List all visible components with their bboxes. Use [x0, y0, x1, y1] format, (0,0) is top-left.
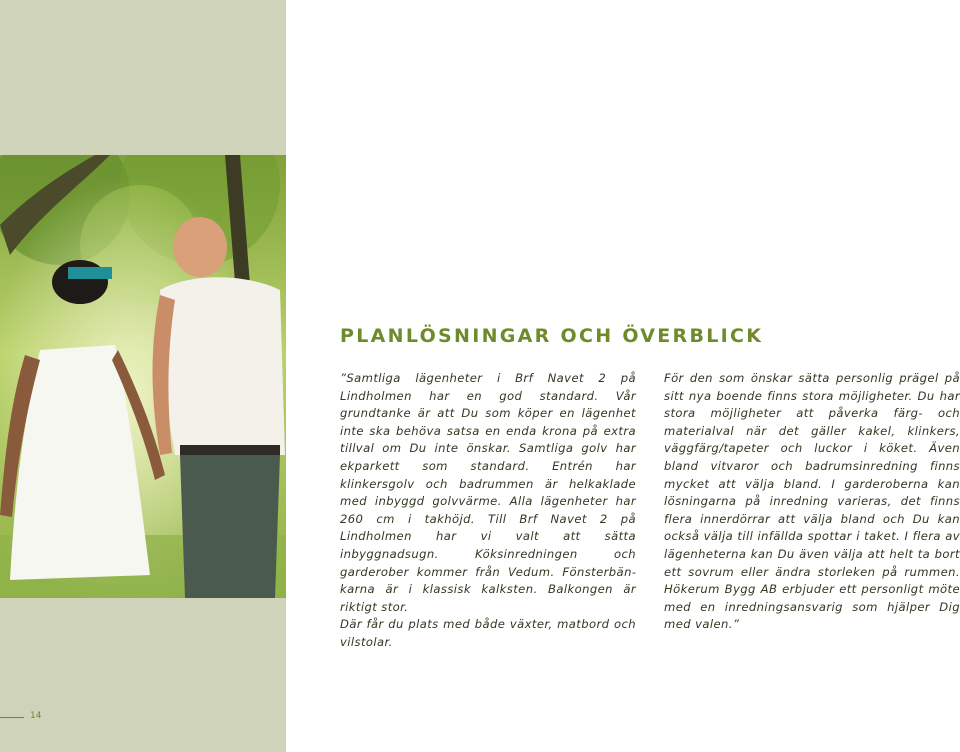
page-number: 14 — [30, 711, 42, 721]
right-paragraph-1: För den som önskar sätta personlig prägel på sitt nya boende finns stora möjligheter. Du har stora möjligheter att påverka färg- och materialval när det gäller kakel, klinkers, väggfärg/tapeter och luckor i köket. Även bland vitvaror och badrumsinredning finns mycket att välja bland. I garderoberna kan lösningarna på inredning varieras, det finns flera innerdörrar att välja bland och Du kan också välja till infällda spottar i taket. I flera av lägenheterna kan Du även välja att helt ta bort ett sovrum eller ändra storleken på rummen. Hökerum Bygg AB erbjuder ett personligt möte med en inredningsansvarig som hjälper Dig med valen.” — [664, 371, 960, 632]
couple-walking-photo — [0, 155, 286, 598]
left-paragraph-1: ”Samtliga lägenheter i Brf Navet 2 på Lindholmen har en god standard. Vår grundtanke är att Du som köper en lägenhet inte ska behöva satsa en enda krona på extra tillval om Du inte önskar. Samtliga golv har ekparkett som standard. Entrén har klinkersgolv och badrummen är helkaklade med inbyggd golvvärme. Alla lägenheter har 260 cm i takhöjd. Till Brf Navet 2 på Lindholmen har vi valt att sätta inbyggnadsugn. Köksinredningen och garderober kommer från Vedum. Fönsterbänkarna är i klassisk kalksten. Balkongen är riktigt stor. — [340, 371, 636, 614]
text-column-left — [340, 370, 636, 652]
left-paragraph-2: Där får du plats med både växter, matbord och vilstolar. — [340, 617, 636, 649]
page-number-rule — [0, 717, 24, 718]
text-column-right — [664, 370, 960, 634]
page-title: PLANLÖSNINGAR OCH ÖVERBLICK — [340, 325, 764, 347]
